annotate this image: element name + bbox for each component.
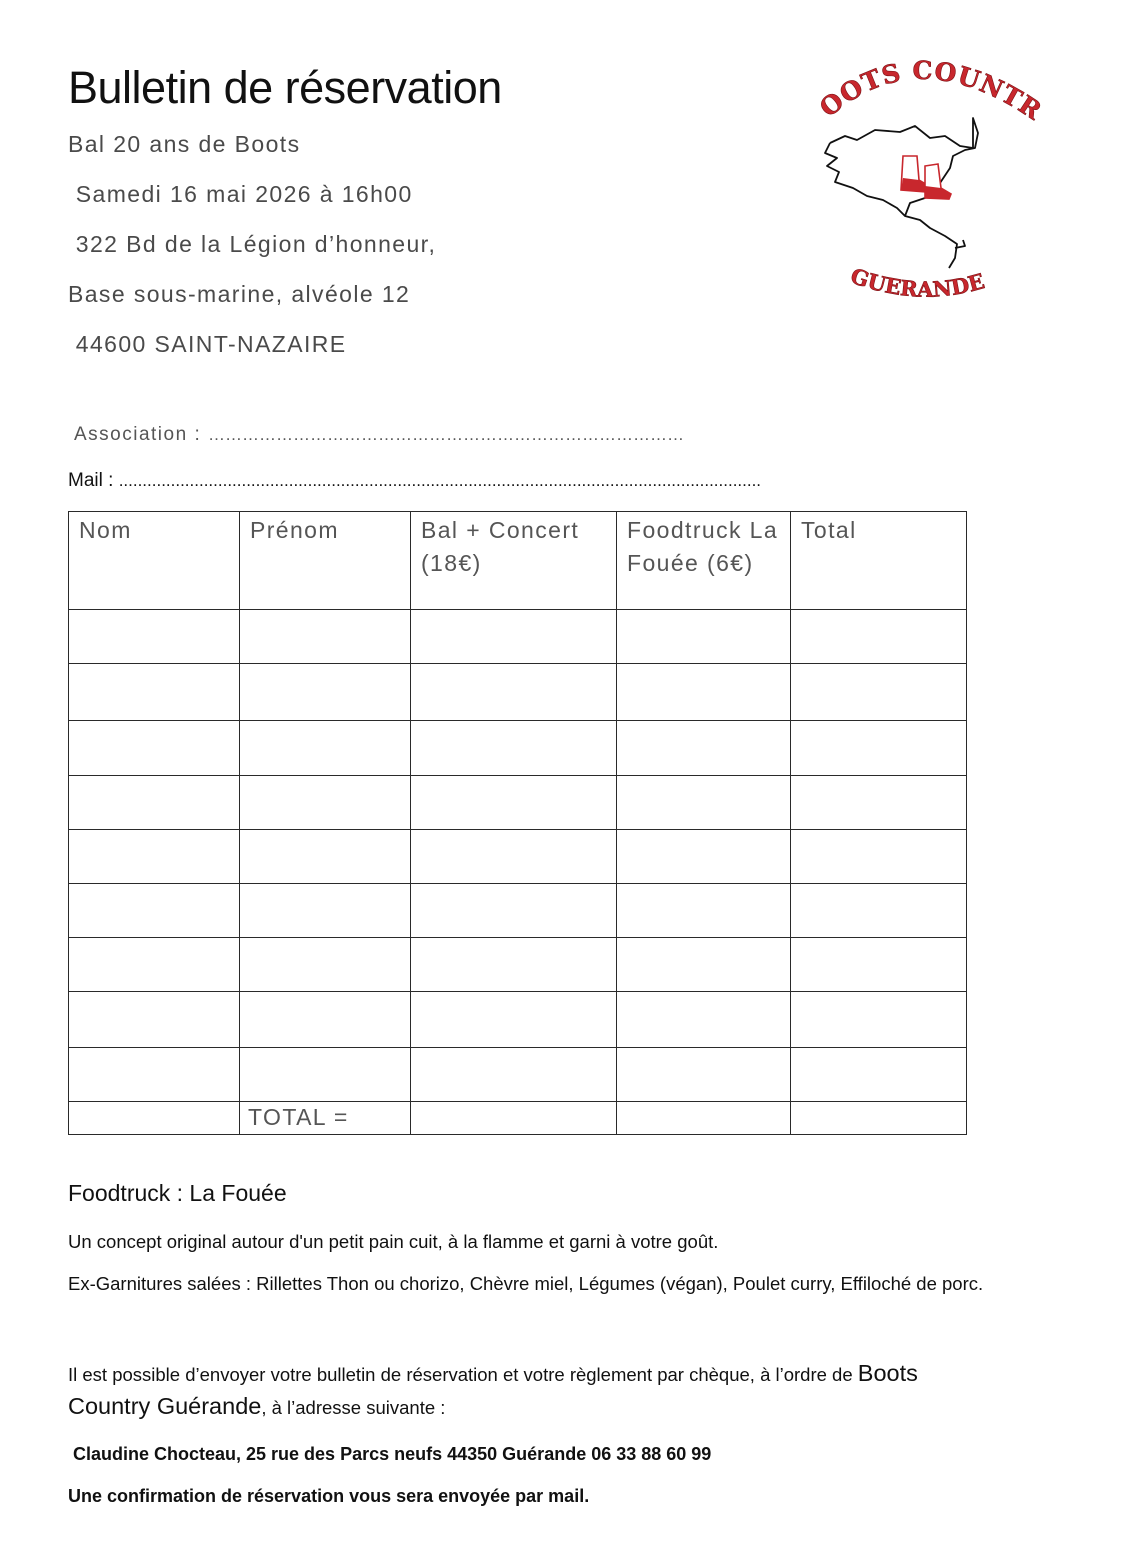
table-row xyxy=(69,664,967,721)
table-cell[interactable] xyxy=(411,884,617,938)
sending-instructions-line1 xyxy=(68,1360,918,1387)
table-cell[interactable] xyxy=(617,721,791,776)
event-name: Bal 20 ans de Boots xyxy=(68,131,301,157)
table-cell[interactable] xyxy=(411,938,617,992)
table-cell[interactable] xyxy=(240,664,411,721)
table-row xyxy=(69,610,967,664)
logo-top-text: OOTS COUNTR xyxy=(814,55,1045,126)
table-cell[interactable] xyxy=(69,992,240,1048)
table-cell[interactable] xyxy=(617,938,791,992)
table-cell[interactable] xyxy=(791,776,967,830)
table-total-row xyxy=(69,1102,967,1135)
svg-text:GUERANDE xyxy=(848,263,988,302)
table-cell[interactable] xyxy=(791,992,967,1048)
table-cell[interactable] xyxy=(69,776,240,830)
table-cell[interactable] xyxy=(617,1102,791,1135)
table-cell[interactable] xyxy=(411,776,617,830)
foodtruck-description: Un concept original autour d'un petit pain cuit, à la flamme et garni à votre goût. xyxy=(68,1231,719,1252)
foodtruck-title: Foodtruck : La Fouée xyxy=(68,1180,287,1206)
column-header-bal-concert: Bal + Concert (18€) xyxy=(411,512,617,610)
column-header-nom: Nom xyxy=(69,512,240,610)
table-cell[interactable] xyxy=(69,721,240,776)
boots-country-logo xyxy=(805,48,1045,318)
page-title: Bulletin de réservation xyxy=(68,62,502,113)
table-cell[interactable] xyxy=(791,938,967,992)
table-cell[interactable] xyxy=(69,1048,240,1102)
table-cell[interactable] xyxy=(411,610,617,664)
table-row xyxy=(69,938,967,992)
table-cell[interactable] xyxy=(411,1102,617,1135)
sending-instructions-line2 xyxy=(68,1393,445,1420)
table-cell[interactable] xyxy=(791,830,967,884)
sending-name-2: Country Guérande xyxy=(68,1393,262,1419)
sending-name-1: Boots xyxy=(857,1360,918,1386)
table-cell[interactable] xyxy=(69,830,240,884)
sending-text-2: , à l’adresse suivante : xyxy=(261,1397,446,1418)
table-cell[interactable] xyxy=(240,721,411,776)
total-label: TOTAL = xyxy=(248,1104,349,1130)
table-cell[interactable] xyxy=(411,721,617,776)
table-cell[interactable] xyxy=(240,884,411,938)
table-cell[interactable] xyxy=(240,992,411,1048)
column-header-prenom: Prénom xyxy=(240,512,411,610)
table-cell[interactable] xyxy=(69,938,240,992)
event-date: Samedi 16 mai 2026 à 16h00 xyxy=(68,181,413,207)
table-cell[interactable] xyxy=(617,830,791,884)
event-address-line3: 44600 SAINT-NAZAIRE xyxy=(68,331,347,357)
table-cell[interactable] xyxy=(791,721,967,776)
sending-text-1: Il est possible d’envoyer votre bulletin de réservation et votre règlement par chèque, à l’ordre de xyxy=(68,1364,858,1385)
event-address-line2: Base sous-marine, alvéole 12 xyxy=(68,281,411,307)
table-cell[interactable] xyxy=(411,664,617,721)
mail-label: Mail : xyxy=(68,470,114,491)
table-cell[interactable] xyxy=(791,664,967,721)
table-cell[interactable] xyxy=(69,884,240,938)
table-cell[interactable] xyxy=(69,664,240,721)
table-cell[interactable] xyxy=(791,1102,967,1135)
association-label: Association : xyxy=(74,424,202,445)
association-dots: ………………………………………………………………………… xyxy=(208,425,685,444)
table-row xyxy=(69,1048,967,1102)
table-header-row xyxy=(69,512,967,610)
mail-field[interactable] xyxy=(68,470,761,492)
table-row xyxy=(69,776,967,830)
table-cell[interactable] xyxy=(791,610,967,664)
table-cell[interactable] xyxy=(617,664,791,721)
table-cell[interactable] xyxy=(240,776,411,830)
table-cell[interactable] xyxy=(617,1048,791,1102)
table-cell[interactable] xyxy=(69,1102,240,1135)
table-row xyxy=(69,721,967,776)
table-cell[interactable] xyxy=(411,830,617,884)
table-cell[interactable] xyxy=(617,884,791,938)
column-header-total: Total xyxy=(791,512,967,610)
column-header-foodtruck: Foodtruck La Fouée (6€) xyxy=(617,512,791,610)
table-cell[interactable] xyxy=(240,830,411,884)
foodtruck-garnitures: Ex-Garnitures salées : Rillettes Thon ou chorizo, Chèvre miel, Légumes (végan), Poulet curry, Effiloché de porc. xyxy=(68,1273,984,1294)
table-row xyxy=(69,992,967,1048)
table-row xyxy=(69,884,967,938)
table-cell[interactable] xyxy=(791,884,967,938)
table-cell[interactable] xyxy=(617,992,791,1048)
table-cell[interactable] xyxy=(69,610,240,664)
table-cell[interactable] xyxy=(240,938,411,992)
table-cell[interactable] xyxy=(411,1048,617,1102)
event-address-line1: 322 Bd de la Légion d’honneur, xyxy=(68,231,437,257)
svg-text:BOOTS COUNTRY xyxy=(805,48,1045,126)
table-cell[interactable] xyxy=(411,992,617,1048)
reservation-table xyxy=(68,511,967,1135)
table-cell[interactable] xyxy=(240,1048,411,1102)
table-cell[interactable] xyxy=(791,1048,967,1102)
table-cell[interactable] xyxy=(240,610,411,664)
table-cell[interactable] xyxy=(617,610,791,664)
total-label-cell xyxy=(240,1102,411,1135)
logo-bottom-text: GUERANDE xyxy=(847,262,988,302)
table-cell[interactable] xyxy=(617,776,791,830)
table-row xyxy=(69,830,967,884)
association-field[interactable] xyxy=(74,424,684,446)
contact-address: Claudine Chocteau, 25 rue des Parcs neufs 44350 Guérande 06 33 88 60 99 xyxy=(73,1444,712,1464)
mail-dots: ........................................................................................................................................ xyxy=(118,471,762,490)
boots-map-logo-icon xyxy=(805,48,1045,318)
confirmation-note: Une confirmation de réservation vous sera envoyée par mail. xyxy=(68,1486,590,1506)
